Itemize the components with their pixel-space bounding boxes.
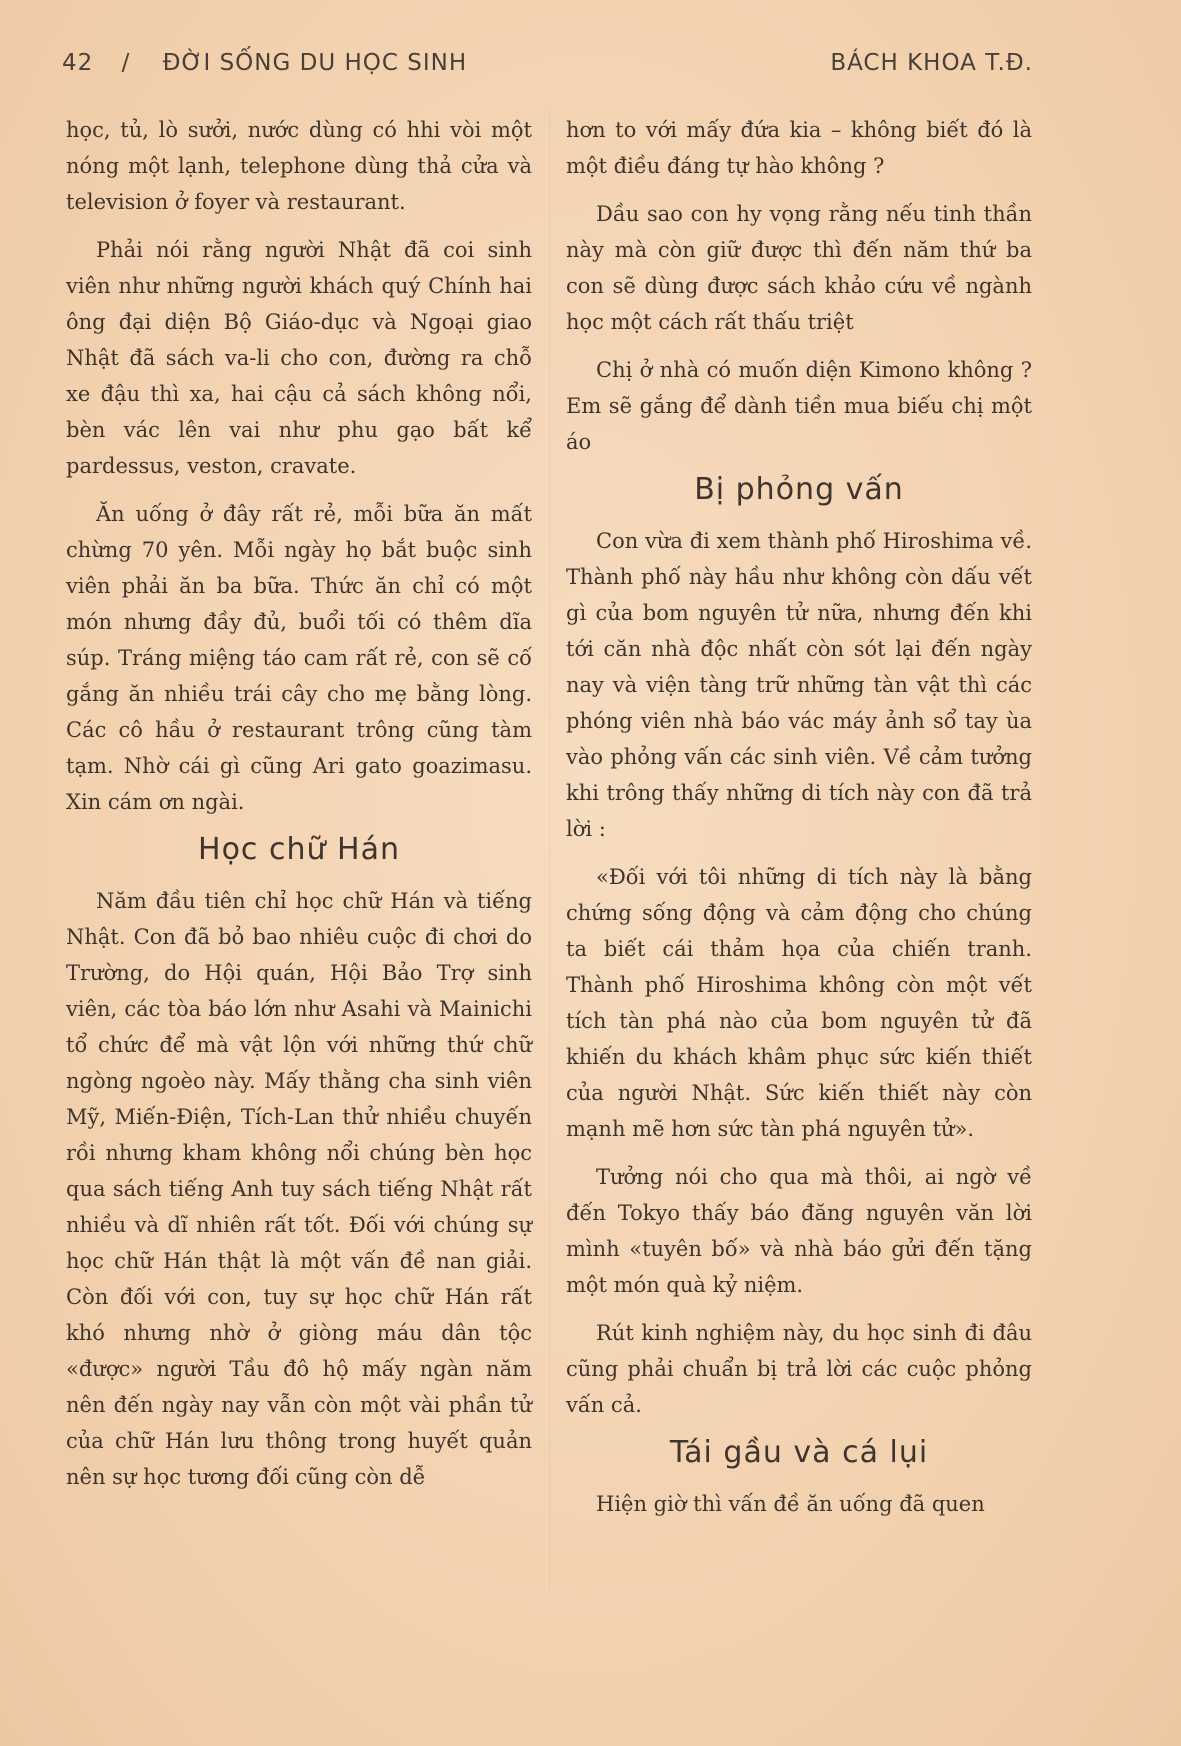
header-left <box>62 50 467 76</box>
publication-name: BÁCH KHOA T.Đ. <box>830 50 1033 76</box>
paragraph: Phải nói rằng người Nhật đã coi sinh viên như những người khách quý Chính hai ông đại diện Bộ Giáo-dục và Ngoại giao Nhật đã sách va-li cho con, đường ra chỗ xe đậu thì xa, hai cậu cả sách không nổi, bèn vác lên vai như phu gạo bất kể pardessus, veston, cravate. <box>66 238 532 478</box>
paragraph: Ăn uống ở đây rất rẻ, mỗi bữa ăn mất chừng 70 yên. Mỗi ngày họ bắt buộc sinh viên phải ăn ba bữa. Thức ăn chỉ có một món nhưng đầy đủ, buổi tối có thêm dĩa súp. Tráng miệng táo cam rất rẻ, con sẽ cố gắng ăn nhiều trái cây cho mẹ bằng lòng. Các cô hầu ở restaurant trông cũng tàm tạm. Nhờ cái gì cũng Ari gato goazimasu. Xin cám ơn ngài. <box>66 502 532 814</box>
paragraph: Rút kinh nghiệm này, du học sinh đi đâu cũng phải chuẩn bị trả lời các cuộc phỏng vấn cả. <box>566 1321 1032 1417</box>
section-title: ĐỜI SỐNG DU HỌC SINH <box>162 50 468 76</box>
page-header <box>62 50 1033 90</box>
paragraph: Năm đầu tiên chỉ học chữ Hán và tiếng Nhật. Con đã bỏ bao nhiêu cuộc đi chơi do Trường, do Hội quán, Hội Bảo Trợ sinh viên, các tòa báo lớn như Asahi và Mainichi tổ chức để mà vật lộn với những thứ chữ ngòng ngoèo này. Mấy thằng cha sinh viên Mỹ, Miến-Điện, Tích-Lan thử nhiều chuyến rồi nhưng kham không nổi chúng bèn học qua sách tiếng Anh tuy sách tiếng Nhật rất nhiều và dĩ nhiên rất tốt. Đối với chúng sự học chữ Hán thật là một vấn đề nan giải. Còn đối với con, tuy sự học chữ Hán rất khó nhưng nhờ ở giòng máu dân tộc «được» người Tầu đô hộ mấy ngàn năm nên đến ngày nay vẫn còn một vài phần tử của chữ Hán lưu thông trong huyết quản nên sự học tương đối cũng còn dễ <box>66 889 532 1489</box>
quoted-paragraph: «Đối với tôi những di tích này là bằng chứng sống động và cảm động cho chúng ta biết cái thảm họa của chiến tranh. Thành phố Hiroshima không còn một vết tích tàn phá nào của bom nguyên tử đã khiến du khách khâm phục sức kiến thiết của người Nhật. Sức kiến thiết này còn mạnh mẽ hơn sức tàn phá nguyên tử». <box>566 865 1032 1141</box>
left-column <box>66 112 532 1507</box>
paragraph: Tưởng nói cho qua mà thôi, ai ngờ về đến Tokyo thấy báo đăng nguyên văn lời mình «tuyên bố» và nhà báo gửi đến tặng một món quà kỷ niệm. <box>566 1165 1032 1297</box>
section-heading-bi-phong-van: Bị phỏng vấn <box>694 472 904 507</box>
page-number: 42 <box>62 50 94 76</box>
paragraph: hơn to với mấy đứa kia – không biết đó là một điều đáng tự hào không ? <box>566 118 1032 178</box>
header-separator: / <box>121 50 131 76</box>
right-column <box>566 112 1032 1534</box>
column-gutter <box>549 110 550 1590</box>
paragraph: Dầu sao con hy vọng rằng nếu tinh thần này mà còn giữ được thì đến năm thứ ba con sẽ dùng được sách khảo cứu về ngành học một cách rất thấu triệt <box>566 202 1032 334</box>
section-heading-tai-gau-va-ca-lui: Tái gầu và cá lụi <box>669 1435 929 1470</box>
paragraph: Chị ở nhà có muốn diện Kimono không ? Em sẽ gắng để dành tiền mua biếu chị một áo <box>566 358 1032 454</box>
paragraph: Con vừa đi xem thành phố Hiroshima về. Thành phố này hầu như không còn dấu vết gì của bom nguyên tử nữa, nhưng đến khi tới căn nhà độc nhất còn sót lại đến ngày nay và viện tàng trữ những tàn vật thì các phóng viên nhà báo vác máy ảnh sổ tay ùa vào phỏng vấn các sinh viên. Về cảm tưởng khi trông thấy những di tích này con đã trả lời : <box>566 529 1032 841</box>
section-heading-hoc-chu-han: Học chữ Hán <box>198 832 400 867</box>
paragraph: Hiện giờ thì vấn đề ăn uống đã quen <box>596 1492 985 1516</box>
paragraph: học, tủ, lò sưởi, nước dùng có hhi vòi một nóng một lạnh, telephone dùng thả cửa và television ở foyer và restaurant. <box>66 118 532 214</box>
